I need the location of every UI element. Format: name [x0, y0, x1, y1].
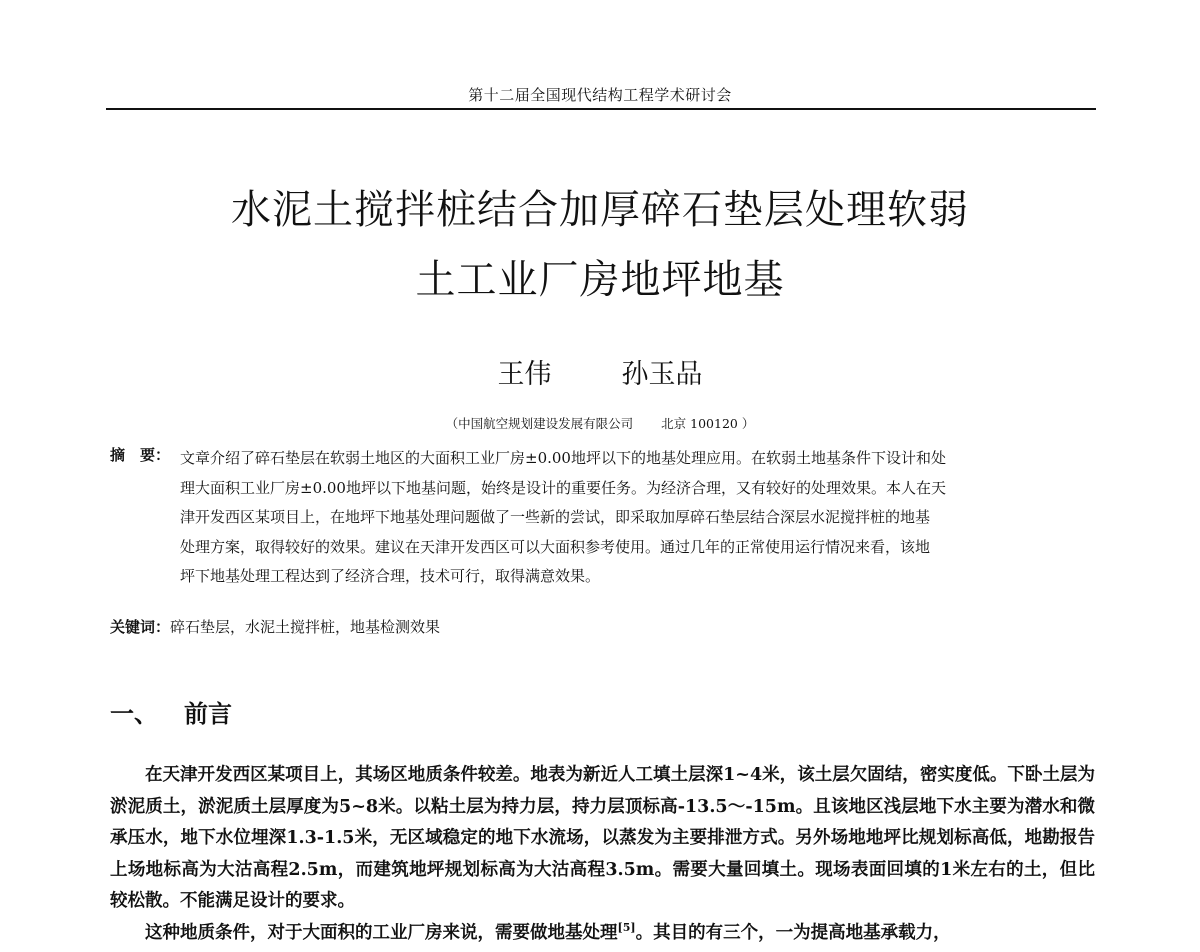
abstract-line: 坪下地基处理工程达到了经济合理，技术可行，取得满意效果。	[180, 567, 601, 585]
keywords-label: 关键词：	[110, 618, 171, 636]
abstract-line: 处理方案，取得较好的效果。建议在天津开发西区可以大面积参考使用。通过几年的正常使用运行情况来看，该地	[180, 537, 931, 556]
paragraph: 在天津开发西区某项目上，其场区地质条件较差。地表为新近人工填土层深1~4米，该土层欠固结，密实度低。下卧土层为淤泥质土，淤泥质土层厚度为5~8米。以粘土层为持力层，持力层顶标高-13.5～-15m。且该地区浅层地下水主要为潜水和微承压水，地下水位埋深1.3-1.5米，无区域稳定的地下水流场，以蒸发为主要排泄方式。另外场地地坪比规划标高低，地勘报告上场地标高为大沽高程2.5m，而建筑地坪规划标高为大沽高程3.5m。需要大量回填土。现场表面回填的1米左右的土，但比较松散。不能满足设计的要求。	[110, 765, 1095, 911]
paragraph	[110, 918, 1095, 950]
abstract-label: 摘 要：	[110, 446, 171, 464]
header-rule	[106, 108, 1096, 110]
keywords-list: 碎石垫层，水泥土搅拌桩，地基检测效果	[170, 618, 441, 636]
abstract-body	[180, 444, 1094, 592]
paper-title-line-1: 水泥土搅拌桩结合加厚碎石垫层处理软弱	[231, 187, 969, 233]
affiliation	[0, 414, 1200, 432]
author-2: 孙玉品	[621, 359, 703, 390]
body-text	[110, 760, 1095, 949]
running-header: 第十二届全国现代结构工程学术研讨会	[468, 86, 732, 104]
citation-ref: [5]	[617, 920, 636, 934]
paper-title-line-2: 土工业厂房地坪地基	[415, 257, 785, 303]
affiliation-city: 北京 100120 ）	[661, 416, 755, 431]
abstract-line: 文章介绍了碎石垫层在软弱土地区的大面积工业厂房±0.00地坪以下的地基处理应用。在软弱土地基条件下设计和处	[180, 449, 946, 467]
abstract-line: 理大面积工业厂房±0.00地坪以下地基问题，始终是设计的重要任务。为经济合理，又有较好的处理效果。本人在天	[180, 478, 946, 497]
author-1: 王伟	[497, 359, 552, 390]
section-number: 一、	[110, 700, 158, 728]
keywords	[110, 616, 440, 637]
paragraph-text: 。其目的有三个，一为提高地基承载力，	[635, 922, 951, 943]
paragraph-text: 这种地质条件，对于大面积的工业厂房来说，需要做地基处理	[145, 922, 618, 943]
section-title: 前言	[184, 700, 232, 728]
abstract-line: 津开发西区某项目上，在地坪下地基处理问题做了一些新的尝试，即采取加厚碎石垫层结合深层水泥搅拌桩的地基	[180, 508, 931, 526]
section-heading	[110, 694, 232, 729]
affiliation-org: （中国航空规划建设发展有限公司	[445, 416, 634, 431]
authors	[0, 352, 1200, 391]
